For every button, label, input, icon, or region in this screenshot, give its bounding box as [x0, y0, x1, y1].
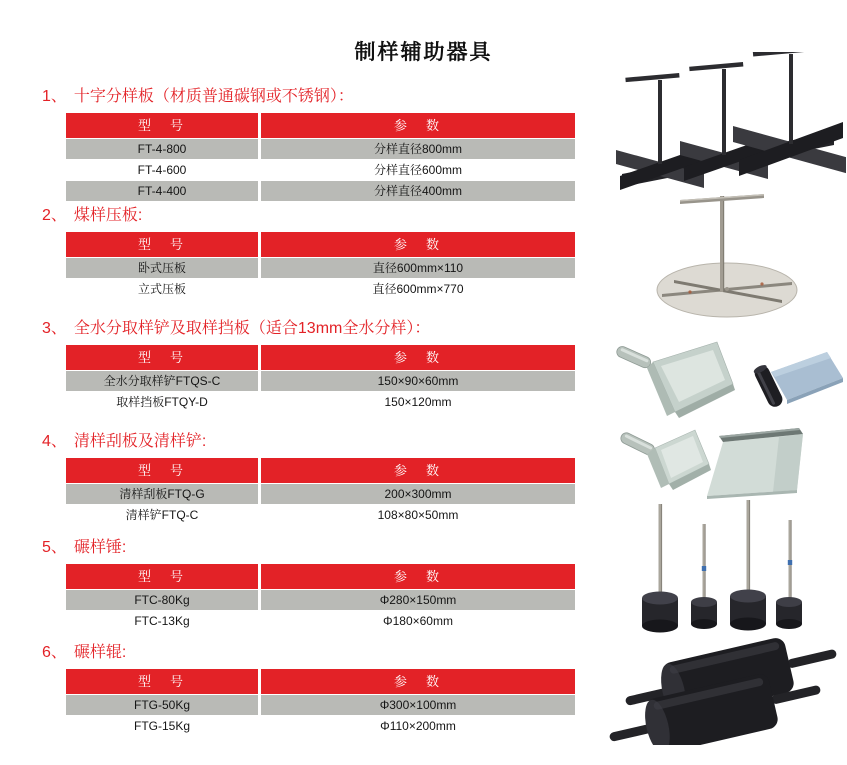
spec-table — [66, 669, 575, 736]
table-row — [66, 391, 575, 412]
section-cleaning-tools — [42, 432, 578, 525]
spec-table — [66, 564, 575, 631]
table-row — [66, 370, 575, 391]
param-cell: 分样直径800mm — [261, 138, 575, 159]
table-row — [66, 715, 575, 736]
table-row — [66, 504, 575, 525]
table-row — [66, 694, 575, 715]
section-hammers — [42, 538, 578, 631]
col-header-param: 参 数 — [261, 113, 575, 138]
sample-rollers-photo — [600, 633, 847, 745]
model-cell: FT-4-800 — [66, 138, 258, 159]
table-row — [66, 610, 575, 631]
section-heading — [42, 206, 578, 226]
param-cell: 直径600mm×110 — [261, 257, 575, 278]
table-header-row — [66, 113, 575, 138]
spec-table — [66, 345, 575, 412]
page-title: 制样辅助器具 — [354, 41, 493, 64]
section-number: 1、 — [42, 88, 67, 105]
col-header-param: 参 数 — [261, 458, 575, 483]
section-title: 十字分样板（材质普通碳钢或不锈钢）： — [73, 88, 354, 105]
model-cell: 取样挡板FTQY-D — [66, 391, 258, 412]
section-coal-press — [42, 206, 578, 299]
col-header-model: 型 号 — [66, 345, 258, 370]
model-cell: 清样铲FTQ-C — [66, 504, 258, 525]
model-cell: FTC-80Kg — [66, 589, 258, 610]
section-moisture-scoop — [42, 319, 578, 412]
param-cell: 分样直径600mm — [261, 159, 575, 180]
model-cell: FTC-13Kg — [66, 610, 258, 631]
model-cell: FTG-15Kg — [66, 715, 258, 736]
section-number: 3、 — [42, 320, 67, 337]
sample-hammers-photo — [628, 498, 832, 636]
param-cell: Φ180×60mm — [261, 610, 575, 631]
table-header-row — [66, 345, 575, 370]
vertical-press-stand-photo — [630, 188, 830, 320]
section-heading — [42, 538, 578, 558]
table-header-row — [66, 458, 575, 483]
param-cell: 150×90×60mm — [261, 370, 575, 391]
param-cell: 108×80×50mm — [261, 504, 575, 525]
param-cell: Φ300×100mm — [261, 694, 575, 715]
table-row — [66, 159, 575, 180]
model-cell: 全水分取样铲FTQS-C — [66, 370, 258, 391]
param-cell: 200×300mm — [261, 483, 575, 504]
param-cell: 150×120mm — [261, 391, 575, 412]
model-cell: FTG-50Kg — [66, 694, 258, 715]
col-header-param: 参 数 — [261, 345, 575, 370]
table-row — [66, 138, 575, 159]
table-row — [66, 278, 575, 299]
col-header-param: 参 数 — [261, 669, 575, 694]
section-title: 碾样锤: — [73, 539, 127, 556]
col-header-model: 型 号 — [66, 232, 258, 257]
section-number: 6、 — [42, 644, 67, 661]
section-rollers — [42, 643, 578, 736]
col-header-param: 参 数 — [261, 232, 575, 257]
section-heading — [42, 643, 578, 663]
cross-sample-dividers-photo — [608, 52, 846, 202]
section-heading — [42, 432, 578, 452]
model-cell: 卧式压板 — [66, 257, 258, 278]
section-heading — [42, 319, 578, 339]
table-header-row — [66, 232, 575, 257]
model-cell: 立式压板 — [66, 278, 258, 299]
spec-table — [66, 113, 575, 201]
section-number: 2、 — [42, 207, 67, 224]
model-cell: FT-4-400 — [66, 180, 258, 201]
section-title: 煤样压板: — [73, 207, 143, 224]
model-cell: 清样刮板FTQ-G — [66, 483, 258, 504]
param-cell: 直径600mm×770 — [261, 278, 575, 299]
param-cell: Φ110×200mm — [261, 715, 575, 736]
section-number: 5、 — [42, 539, 67, 556]
col-header-model: 型 号 — [66, 113, 258, 138]
section-heading — [42, 87, 578, 107]
section-title: 清样刮板及清样铲: — [73, 433, 207, 450]
table-row — [66, 257, 575, 278]
table-row — [66, 180, 575, 201]
spec-table — [66, 458, 575, 525]
section-title: 碾样辊: — [73, 644, 127, 661]
section-number: 4、 — [42, 433, 67, 450]
table-header-row — [66, 669, 575, 694]
table-row — [66, 483, 575, 504]
col-header-model: 型 号 — [66, 458, 258, 483]
section-cross-dividers — [42, 87, 578, 201]
col-header-model: 型 号 — [66, 669, 258, 694]
section-title: 全水分取样铲及取样挡板（适合13mm全水分样）： — [73, 320, 431, 337]
param-cell: Φ280×150mm — [261, 589, 575, 610]
moisture-scoop-and-baffle-photo — [603, 326, 847, 418]
col-header-param: 参 数 — [261, 564, 575, 589]
col-header-model: 型 号 — [66, 564, 258, 589]
param-cell: 分样直径400mm — [261, 180, 575, 201]
spec-table — [66, 232, 575, 299]
table-header-row — [66, 564, 575, 589]
model-cell: FT-4-600 — [66, 159, 258, 180]
table-row — [66, 589, 575, 610]
